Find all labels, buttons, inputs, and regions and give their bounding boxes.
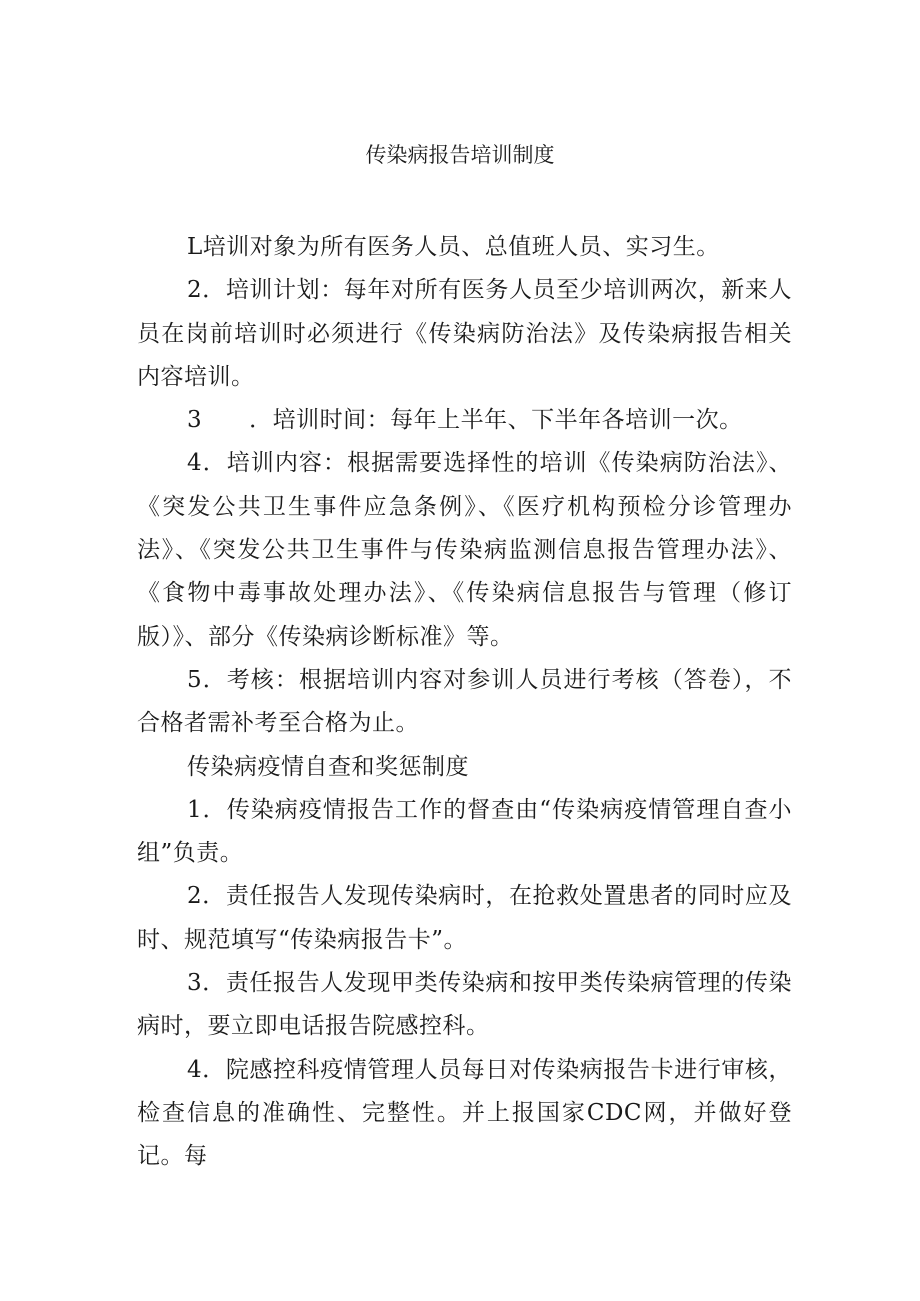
paragraph-class-a-report: 3．责任报告人发现甲类传染病和按甲类传染病管理的传染病时，要立即电话报告院感控科。 (137, 970, 792, 1040)
paragraph-training-time: 3 ．培训时间：每年上半年、下半年各培训一次。 (187, 407, 743, 434)
paragraph-training-content: 4．培训内容：根据需要选择性的培训《传染病防治法》、《突发公共卫生事件应急条例》、《医疗机构预检分诊管理办法》、《突发公共卫生事件与传染病监测信息报告管理办法》、《食物中毒事故处理办法》、《传染病信息报告与管理（修订版）》、部分《传染病诊断标准》等。 (137, 450, 792, 650)
paragraph-assessment: 5．考核：根据培训内容对参训人员进行考核（答卷），不合格者需补考至合格为止。 (137, 666, 792, 737)
paragraph-training-plan: 2．培训计划：每年对所有医务人员至少培训两次，新来人员在岗前培训时必须进行《传染病防治法》及传染病报告相关内容培训。 (137, 277, 792, 390)
paragraph-training-target: L培训对象为所有医务人员、总值班人员、实习生。 (187, 234, 720, 260)
paragraph-supervision: 1．传染病疫情报告工作的督查由“传染病疫情管理自查小组”负责。 (137, 796, 792, 867)
section-heading-self-inspection: 传染病疫情自查和奖惩制度 (187, 753, 469, 780)
document-title: 传染病报告培训制度 (365, 143, 555, 167)
document-body (137, 226, 792, 1179)
paragraph-report-card: 2．责任报告人发现传染病时，在抢救处置患者的同时应及时、规范填写“传染病报告卡”。 (137, 883, 792, 953)
paragraph-daily-review: 4．院感控科疫情管理人员每日对传染病报告卡进行审核，检查信息的准确性、完整性。并上报国家CDC网，并做好登记。每 (137, 1056, 792, 1170)
